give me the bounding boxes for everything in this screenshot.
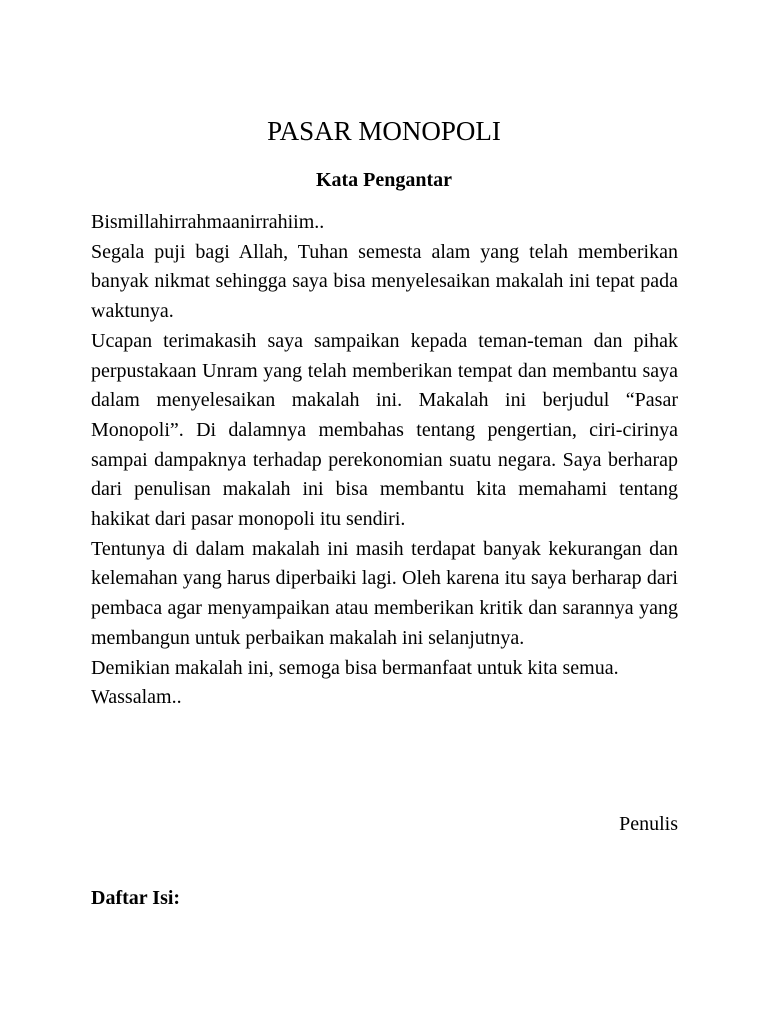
foreword-body [91, 208, 678, 713]
paragraph-opening: Bismillahirrahmaanirrahiim.. [91, 211, 325, 233]
section-heading-foreword: Kata Pengantar [315, 169, 453, 191]
paragraph-closing: Demikian makalah ini, semoga bisa bermanfaat untuk kita semua. [91, 656, 619, 679]
table-of-contents-heading: Daftar Isi: [91, 887, 181, 909]
paragraph-shortcomings: Tentunya di dalam makalah ini masih terdapat banyak kekurangan dan kelemahan yang harus diperbaiki lagi. Oleh karena itu saya berharap dari pembaca agar menyampaikan atau memberikan kritik dan sarannya yang membangun untuk perbaikan makalah ini selanjutnya. [91, 537, 678, 649]
paragraph-praise: Segala puji bagi Allah, Tuhan semesta alam yang telah memberikan banyak nikmat sehingga saya bisa menyelesaikan makalah ini tepat pada waktunya. [91, 240, 678, 323]
paragraph-farewell: Wassalam.. [91, 686, 182, 709]
paragraph-thanks: Ucapan terimakasih saya sampaikan kepada teman-teman dan pihak perpustakaan Unram yang telah memberikan tempat dan membantu saya dalam menyelesaikan makalah ini. Makalah ini berjudul “Pasar Monopoli”. Di dalamnya membahas tentang pengertian, ciri-cirinya sampai dampaknya terhadap perekonomian suatu negara. Saya berharap dari penulisan makalah ini bisa membantu kita memahami tentang hakikat dari pasar monopoli itu sendiri. [91, 329, 678, 531]
signature-author: Penulis [619, 813, 678, 835]
document-title: PASAR MONOPOLI [267, 116, 501, 146]
